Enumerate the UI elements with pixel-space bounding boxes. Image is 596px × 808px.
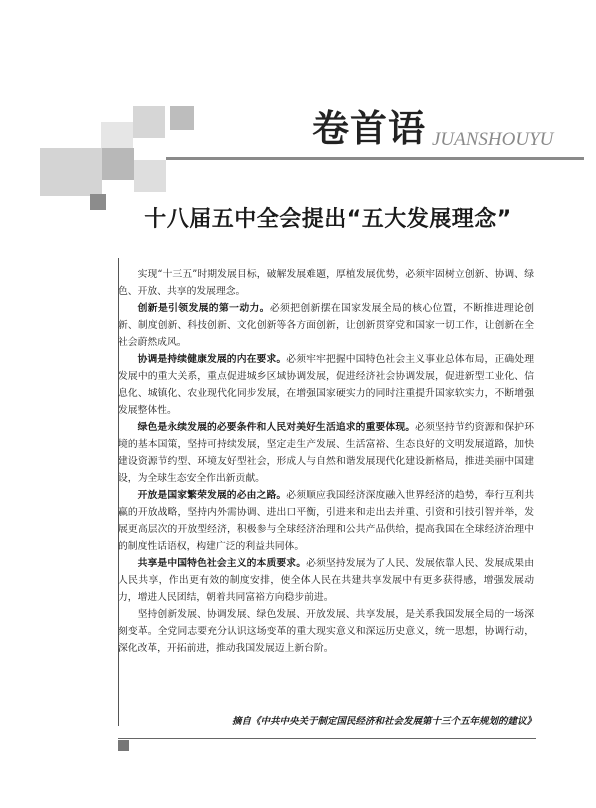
- paragraph-text: 必须牢牢把握中国特色社会主义事业总体布局，正确处理发展中的重大关系，重点促进城乡区域协调发展，促进经济社会协调发展，促进新型工业化、信息化、城镇化、农业现代化同步发展，在增强国家硬实力的同时注重提升国家软实力，不断增强发展整体性。: [118, 354, 535, 416]
- paragraph: [118, 300, 534, 351]
- article-body: [118, 266, 534, 657]
- decor-square: [170, 106, 194, 130]
- citation: 摘自《中共中央关于制定国民经济和社会发展第十三个五年规划的建议》: [231, 716, 536, 727]
- paragraph-text: 必须把创新摆在国家发展全局的核心位置，不断推进理论创新、制度创新、科技创新、文化创新等各方面创新，让创新贯穿党和国家一切工作，让创新在全社会蔚然成风。: [118, 303, 535, 348]
- decor-square: [102, 148, 134, 180]
- paragraph: [118, 555, 534, 606]
- paragraph-text: 坚持创新发展、协调发展、绿色发展、开放发展、共享发展，是关系我国发展全局的一场深刻变革。全党同志要充分认识这场变革的重大现实意义和深远历史意义，统一思想，协调行动，深化改革，开拓前进，推动我国发展迈上新台阶。: [118, 609, 534, 654]
- bottom-rule: [118, 738, 536, 739]
- paragraph-text: 实现“十三五”时期发展目标，破解发展难题，厚植发展优势，必须牢固树立创新、协调、绿色、开放、共享的发展理念。: [118, 269, 534, 297]
- decor-square: [133, 106, 165, 138]
- paragraph-lead: 绿色是永续发展的必要条件和人民对美好生活追求的重要体现。: [137, 422, 416, 433]
- article-title: 十八届五中全会提出“五大发展理念”: [144, 207, 512, 232]
- section-title: 卷首语: [312, 107, 426, 150]
- paragraph-text: 必须顺应我国经济深度融入世界经济的趋势，奉行互利共赢的开放战略，坚持内外需协调、进出口平衡，引进来和走出去并重、引资和引技引智并举，发展更高层次的开放型经济，积极参与全球经济治理和公共产品供给，提高我国在全球经济治理中的制度性话语权，构建广泛的利益共同体。: [118, 490, 535, 552]
- decor-square: [40, 148, 102, 196]
- paragraph-text: 必须坚持发展为了人民、发展依靠人民、发展成果由人民共享，作出更有效的制度安排，使全体人民在共建共享发展中有更多获得感，增强发展动力，增进人民团结，朝着共同富裕方向稳步前进。: [118, 558, 535, 603]
- paragraph: [118, 351, 534, 419]
- decor-square: [90, 194, 106, 210]
- section-subtitle: JUANSHOUYU: [432, 129, 554, 150]
- footer-square: [118, 740, 129, 751]
- paragraph-lead: 共享是中国特色社会主义的本质要求。: [137, 558, 307, 569]
- paragraph-lead: 创新是引领发展的第一动力。: [137, 303, 270, 314]
- decor-square: [134, 160, 166, 192]
- paragraph-lead: 协调是持续健康发展的内在要求。: [137, 354, 287, 365]
- paragraph-text: 必须坚持节约资源和保护环境的基本国策，坚持可持续发展，坚定走生产发展、生活富裕、生态良好的文明发展道路，加快建设资源节约型、环境友好型社会，形成人与自然和谐发展现代化建设新格局，推进美丽中国建设，为全球生态安全作出新贡献。: [118, 422, 535, 484]
- paragraph: [118, 606, 534, 657]
- paragraph: [118, 487, 534, 555]
- paragraph: [118, 419, 534, 487]
- paragraph-lead: 开放是国家繁荣发展的必由之路。: [137, 490, 287, 501]
- paragraph: [118, 266, 534, 300]
- header-rule: [166, 157, 584, 160]
